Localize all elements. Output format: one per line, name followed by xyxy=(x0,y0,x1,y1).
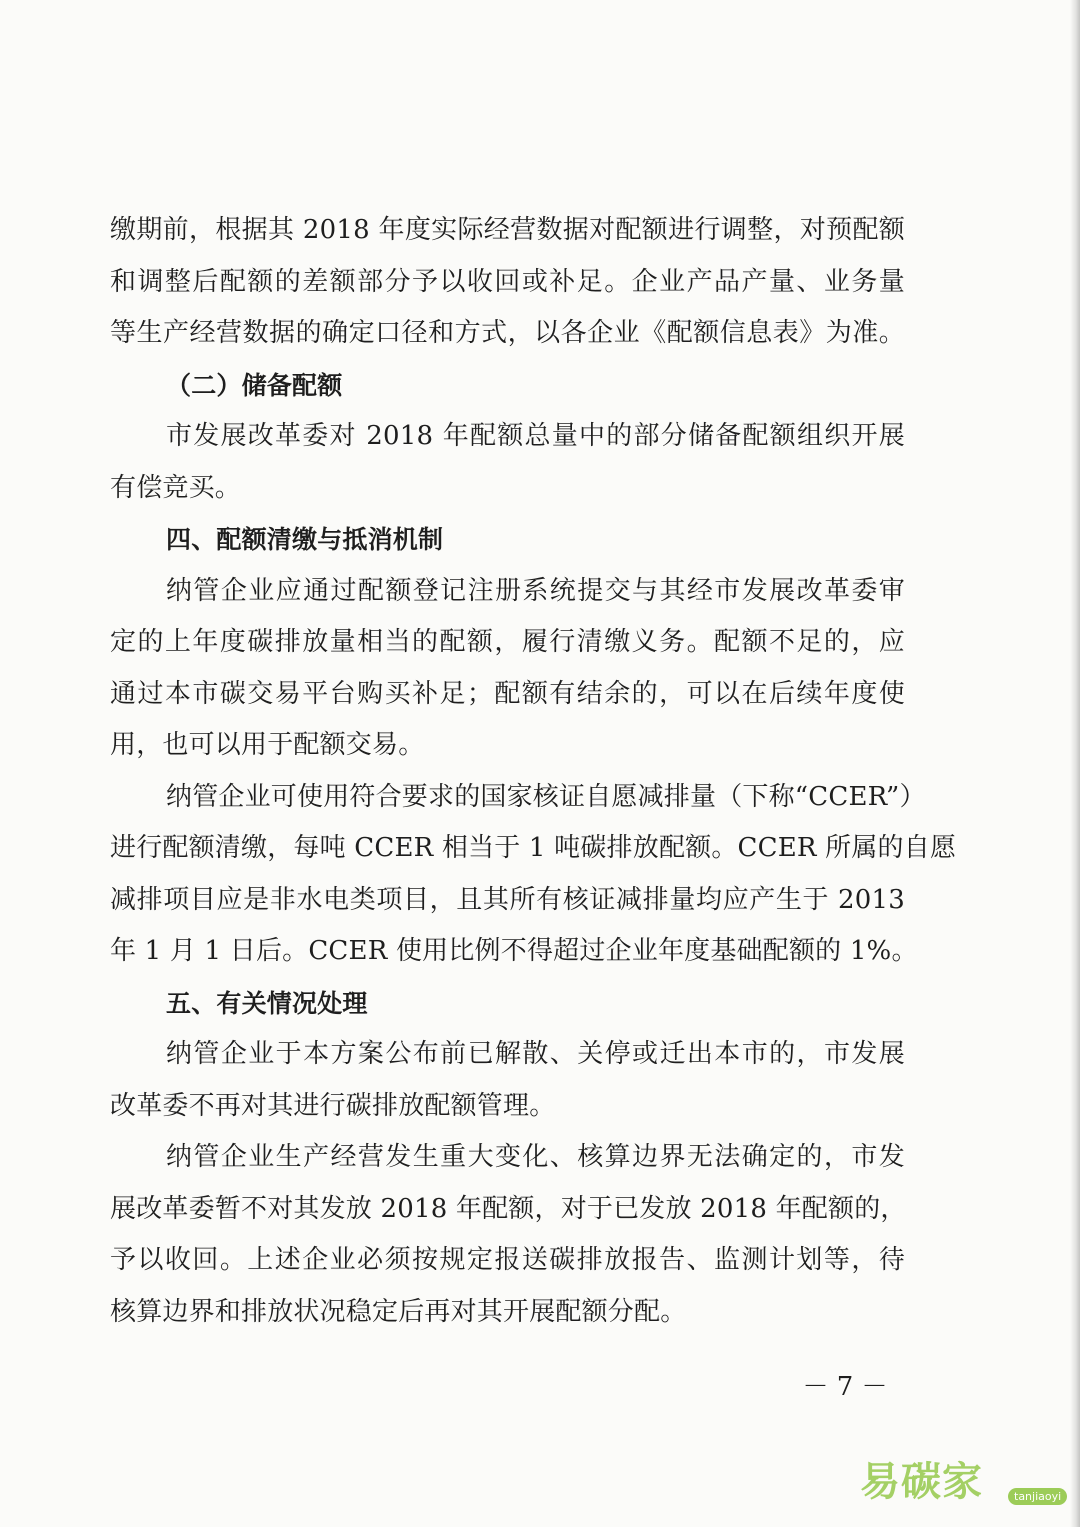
paragraph-line: 减排项目应是非水电类项目，且其所有核证减排量均应产生于 2013 xyxy=(110,884,905,915)
watermark-logo-text: 易碳家 xyxy=(860,1459,983,1505)
paragraph-line: 予以收回。上述企业必须按规定报送碳排放报告、监测计划等，待 xyxy=(110,1245,905,1275)
paragraph-line: 定的上年度碳排放量相当的配额，履行清缴义务。配额不足的，应 xyxy=(110,627,905,657)
section-heading-special-cases: 五、有关情况处理 xyxy=(166,988,368,1018)
paragraph-line: 有偿竞买。 xyxy=(110,472,242,503)
paragraph-line: 纳管企业应通过配额登记注册系统提交与其经市发展改革委审 xyxy=(166,575,905,606)
paragraph-line: 纳管企业于本方案公布前已解散、关停或迁出本市的，市发展 xyxy=(166,1039,905,1069)
paragraph-line: 用，也可以用于配额交易。 xyxy=(110,730,425,760)
paragraph-line: 改革委不再对其进行碳排放配额管理。 xyxy=(110,1090,556,1121)
watermark-domain: tanjiaoyi xyxy=(1008,1488,1067,1505)
paragraph-line: 核算边界和排放状况稳定后再对其开展配额分配。 xyxy=(110,1296,687,1327)
paragraph-line: 和调整后配额的差额部分予以收回或补足。企业产品产量、业务量 xyxy=(110,266,905,297)
watermark-logo xyxy=(860,1452,1072,1516)
paragraph-line: 进行配额清缴，每吨 CCER 相当于 1 吨碳排放配额。CCER 所属的自愿 xyxy=(110,833,957,863)
paragraph-line: 缴期前，根据其 2018 年度实际经营数据对配额进行调整，对预配额 xyxy=(110,215,905,245)
paragraph-line: 通过本市碳交易平台购买补足；配额有结余的，可以在后续年度使 xyxy=(110,678,905,709)
paragraph-line: 展改革委暂不对其发放 2018 年配额，对于已发放 2018 年配额的， xyxy=(110,1193,907,1224)
section-heading-reserve-allowance: （二）储备配额 xyxy=(166,370,343,400)
paragraph-line: 纳管企业可使用符合要求的国家核证自愿减排量（下称“CCER”） xyxy=(166,781,926,812)
page-edge-shadow xyxy=(1070,0,1080,1527)
paragraph-line: 市发展改革委对 2018 年配额总量中的部分储备配额组织开展 xyxy=(166,421,905,451)
paragraph-line: 纳管企业生产经营发生重大变化、核算边界无法确定的，市发 xyxy=(166,1142,905,1172)
page-number: － 7 － xyxy=(802,1372,888,1402)
document-body xyxy=(110,205,957,1338)
paragraph-line: 等生产经营数据的确定口径和方式，以各企业《配额信息表》为准。 xyxy=(110,318,905,348)
section-heading-clearing-offset: 四、配额清缴与抵消机制 xyxy=(166,525,444,554)
paragraph-line: 年 1 月 1 日后。CCER 使用比例不得超过企业年度基础配额的 1%。 xyxy=(110,936,918,966)
